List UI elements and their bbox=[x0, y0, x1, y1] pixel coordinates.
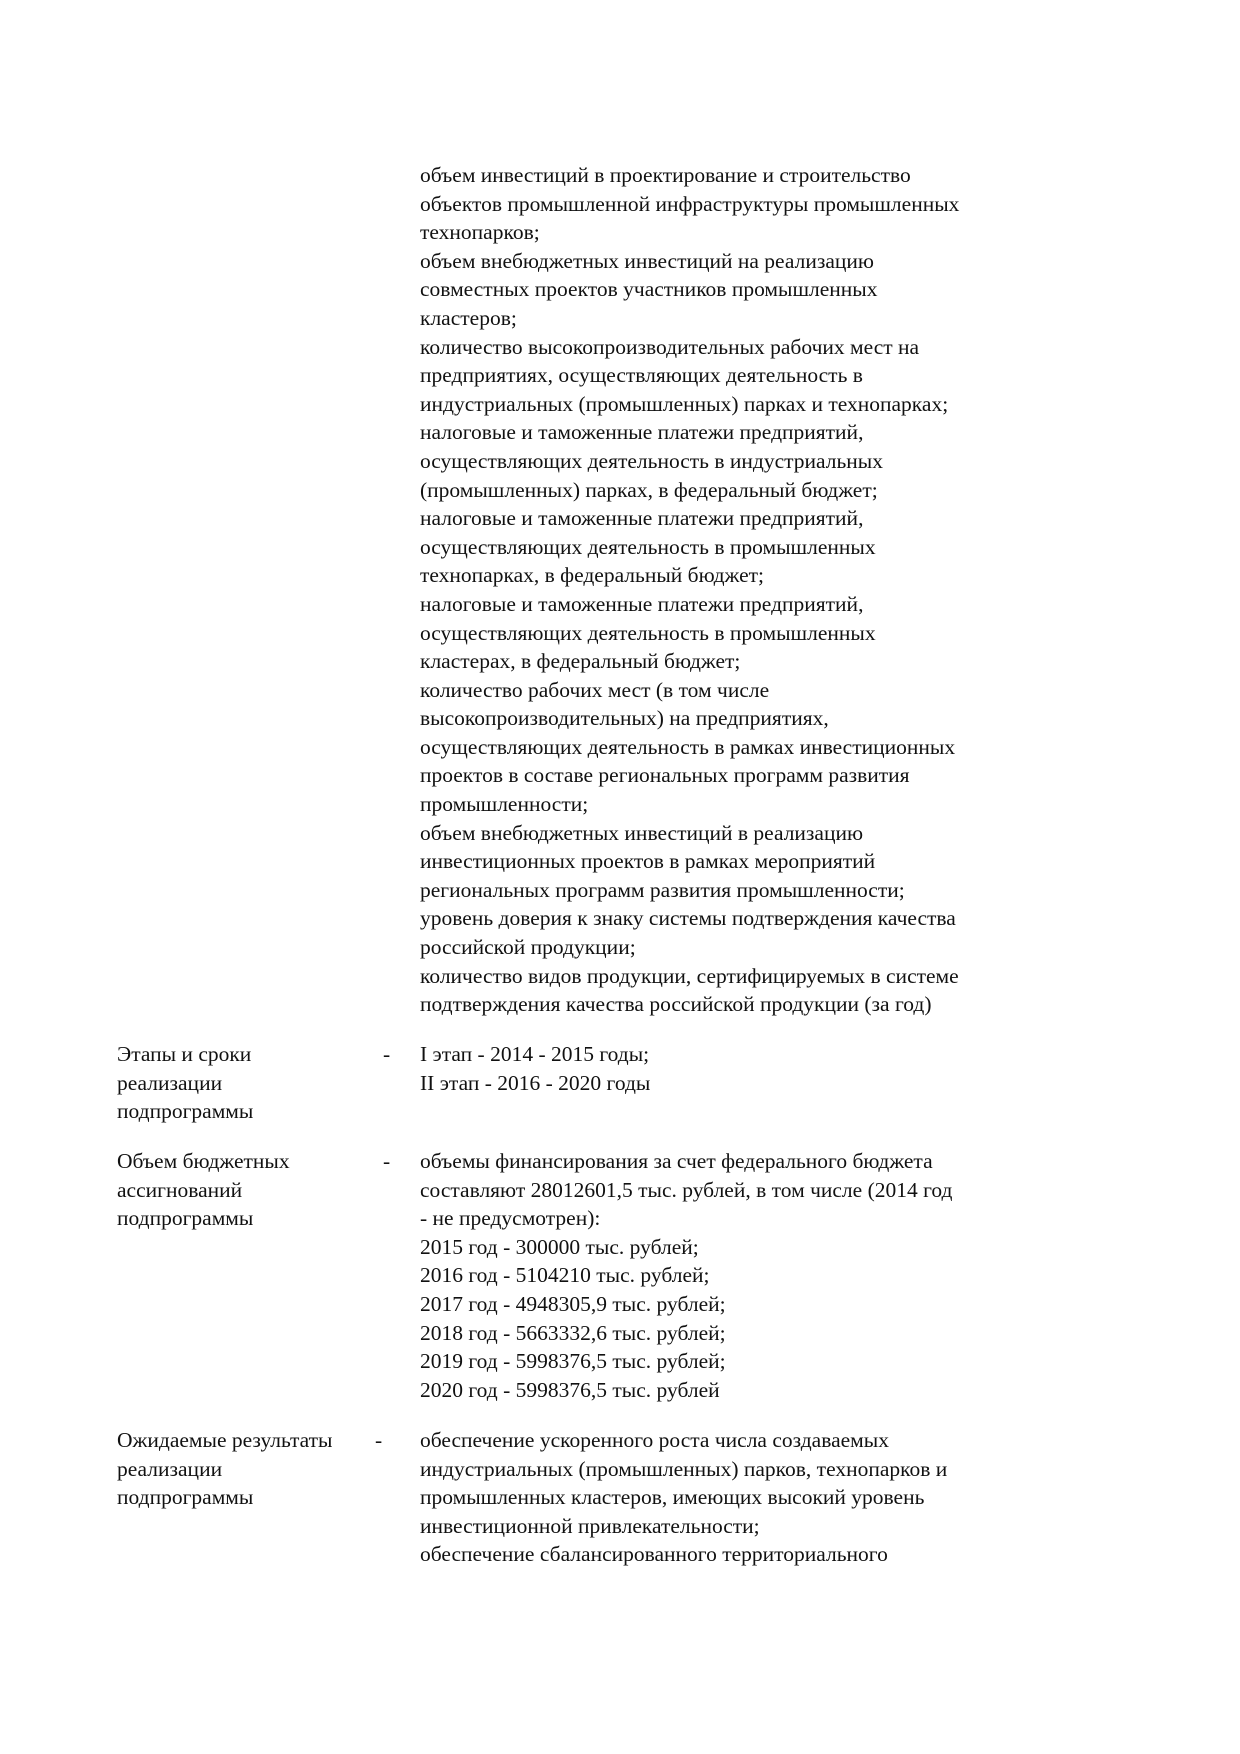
value-line: индустриальных (промышленных) парков, технопарков и bbox=[420, 1456, 948, 1481]
text-line: кластерах, в федеральный бюджет; bbox=[420, 649, 741, 674]
text-line: объем внебюджетных инвестиций на реализацию bbox=[420, 248, 874, 273]
text-line: осуществляющих деятельность в индустриальных bbox=[420, 448, 884, 473]
text-line: российской продукции; bbox=[420, 935, 636, 960]
text-line: осуществляющих деятельность в промышленных bbox=[420, 620, 876, 645]
text-line: индустриальных (промышленных) парках и технопарках; bbox=[420, 391, 949, 416]
value-line: 2019 год - 5998376,5 тыс. рублей; bbox=[420, 1349, 726, 1374]
row-label bbox=[117, 1040, 253, 1126]
text-line: региональных программ развития промышленности; bbox=[420, 877, 905, 902]
text-line: объем внебюджетных инвестиций в реализацию bbox=[420, 820, 864, 845]
label-line: Объем бюджетных bbox=[117, 1149, 290, 1173]
value-line: I этап - 2014 - 2015 годы; bbox=[420, 1042, 650, 1066]
text-line: кластеров; bbox=[420, 305, 517, 330]
text-line: проектов в составе региональных программ развития bbox=[420, 763, 910, 788]
text-line: совместных проектов участников промышленных bbox=[420, 277, 878, 302]
value-line: II этап - 2016 - 2020 годы bbox=[420, 1070, 651, 1095]
text-line: налоговые и таможенные платежи предприятий, bbox=[420, 591, 864, 616]
text-line: высокопроизводительных) на предприятиях, bbox=[420, 706, 829, 731]
label-line: подпрограммы bbox=[117, 1099, 254, 1124]
row-value bbox=[420, 1426, 947, 1569]
label-line: реализации bbox=[117, 1456, 223, 1481]
label-line: ассигнований bbox=[117, 1177, 243, 1202]
label-line: реализации bbox=[117, 1070, 223, 1095]
text-line: объектов промышленной инфраструктуры промышленных bbox=[420, 191, 960, 216]
text-line: налоговые и таможенные платежи предприятий, bbox=[420, 506, 864, 531]
value-line: 2015 год - 300000 тыс. рублей; bbox=[420, 1234, 699, 1259]
text-line: технопарках, в федеральный бюджет; bbox=[420, 563, 764, 588]
row-dash: - bbox=[383, 1149, 391, 1173]
text-line: предприятиях, осуществляющих деятельность в bbox=[420, 363, 863, 388]
text-line: технопарков; bbox=[420, 220, 540, 245]
value-line: - не предусмотрен): bbox=[420, 1206, 601, 1231]
row-dash: - bbox=[383, 1042, 391, 1066]
label-line: подпрограммы bbox=[117, 1206, 254, 1231]
row-dash: - bbox=[375, 1428, 383, 1452]
value-line: инвестиционной привлекательности; bbox=[420, 1513, 760, 1538]
value-line: 2020 год - 5998376,5 тыс. рублей bbox=[420, 1377, 720, 1402]
text-line: количество высокопроизводительных рабочих мест на bbox=[420, 334, 920, 359]
text-line: подтверждения качества российской продукции (за год) bbox=[420, 992, 932, 1017]
text-line: осуществляющих деятельность в рамках инвестиционных bbox=[420, 734, 956, 759]
value-line: промышленных кластеров, имеющих высокий уровень bbox=[420, 1485, 925, 1510]
text-line: количество рабочих мест (в том числе bbox=[420, 677, 770, 702]
value-line: 2018 год - 5663332,6 тыс. рублей; bbox=[420, 1320, 726, 1345]
label-line: подпрограммы bbox=[117, 1485, 254, 1510]
text-line: осуществляющих деятельность в промышленных bbox=[420, 534, 876, 559]
text-line: налоговые и таможенные платежи предприятий, bbox=[420, 420, 864, 445]
text-line: промышленности; bbox=[420, 792, 589, 817]
text-line: (промышленных) парках, в федеральный бюджет; bbox=[420, 477, 878, 502]
row-label bbox=[117, 1426, 332, 1512]
text-line: количество видов продукции, сертифицируемых в системе bbox=[420, 963, 959, 988]
value-line: составляют 28012601,5 тыс. рублей, в том числе (2014 год bbox=[420, 1177, 953, 1202]
text-line: уровень доверия к знаку системы подтверждения качества bbox=[420, 906, 956, 931]
value-line: обеспечение сбалансированного территориального bbox=[420, 1542, 888, 1567]
row-label bbox=[117, 1147, 290, 1233]
text-line: инвестиционных проектов в рамках мероприятий bbox=[420, 849, 876, 874]
value-line: обеспечение ускоренного роста числа создаваемых bbox=[420, 1428, 889, 1452]
text-line: объем инвестиций в проектирование и строительство bbox=[420, 163, 911, 187]
value-line: 2016 год - 5104210 тыс. рублей; bbox=[420, 1263, 710, 1288]
value-line: объемы финансирования за счет федерального бюджета bbox=[420, 1149, 933, 1173]
label-line: Ожидаемые результаты bbox=[117, 1428, 333, 1452]
row-value bbox=[420, 1147, 952, 1404]
label-line: Этапы и сроки bbox=[117, 1042, 252, 1066]
value-line: 2017 год - 4948305,9 тыс. рублей; bbox=[420, 1291, 726, 1316]
indicators-continuation bbox=[420, 161, 959, 1019]
row-value bbox=[420, 1040, 650, 1097]
